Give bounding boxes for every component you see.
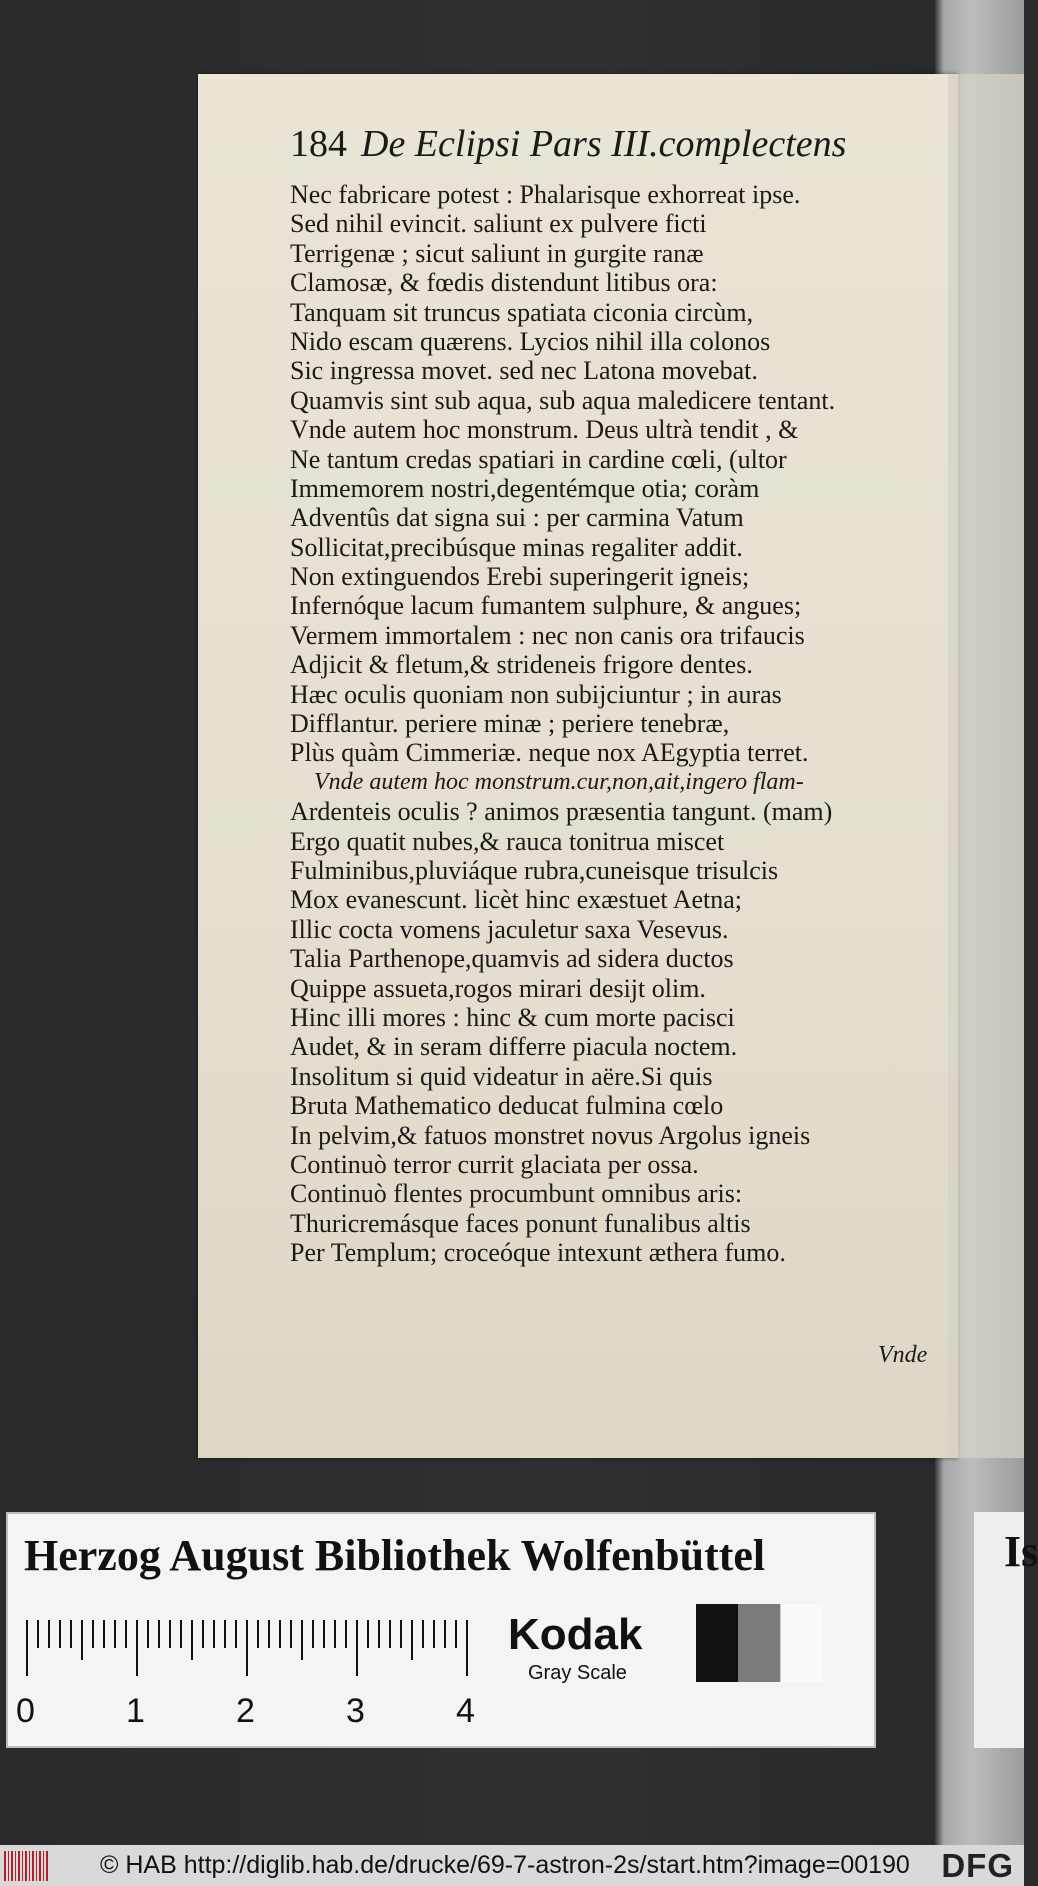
ruler-tick [191,1620,193,1660]
text-line: Bruta Mathematico deducat fulmina cœlo [290,1091,724,1121]
text-line: Quamvis sint sub aqua, sub aqua maledicere tentant. [290,385,836,415]
text-line: Vermem immortalem : nec non canis ora trifaucis [290,620,805,650]
copyright-text[interactable]: © HAB http://diglib.hab.de/drucke/69-7-astron-2s/start.htm?image=00190 [100,1851,910,1879]
running-head: De Eclipsi Pars III.complectens [361,123,847,165]
ruler-number: 0 [16,1692,35,1730]
text-line: Hinc illi mores : hinc & cum morte pacisci [290,1002,735,1032]
text-line: Sic ingressa movet. sed nec Latona movebat. [290,356,758,386]
text-line: Ergo quatit nubes,& rauca tonitrua miscet [290,826,725,856]
ruler-tick [224,1620,226,1648]
text-line: Hæc oculis quoniam non subijciuntur ; in auras [290,679,782,709]
text-line: Per Templum; croceóque intexunt æthera fumo. [290,1238,786,1268]
ruler-tick [400,1620,402,1648]
ruler-partial [974,1512,1038,1748]
ruler-tick [345,1620,347,1648]
ruler-tick [367,1620,369,1648]
ruler-tick [389,1620,391,1648]
ruler-tick [37,1620,39,1648]
text-line: Terrigenæ ; sicut saliunt in gurgite ranæ [290,238,704,268]
ruler-tick [455,1620,457,1648]
ruler-ticks [26,1620,496,1676]
text-line: Fulminibus,pluviáque rubra,cuneisque trisulcis [290,855,779,885]
facing-page-edge [948,74,1024,1458]
ruler-tick [26,1620,28,1676]
text-line: Talia Parthenope,quamvis ad sidera ductos [290,944,734,974]
text-line: Mox evanescunt. licèt hinc exæstuet Aetna; [290,885,742,915]
ruler-tick [422,1620,424,1648]
text-line: Vnde autem hoc monstrum. Deus ultrà tendit , & [290,415,799,445]
ruler-tick [59,1620,61,1648]
page-header [290,122,846,166]
ruler-tick [213,1620,215,1648]
text-line: Illic cocta vomens jaculetur saxa Vesevus. [290,914,729,944]
color-ruler [6,1512,876,1748]
text-line: Non extinguendos Erebi superingerit igneis; [290,562,750,592]
ruler-tick [158,1620,160,1648]
ruler-tick [70,1620,72,1648]
text-line: Insolitum si quid videatur in aëre.Si quis [290,1061,713,1091]
text-line: Adjicit & fletum,& strideneis frigore dentes. [290,650,753,680]
ruler-tick [279,1620,281,1648]
ruler-tick [312,1620,314,1648]
ruler-tick [103,1620,105,1648]
ruler-tick [202,1620,204,1648]
text-line: Sollicitat,precibúsque minas regaliter addit. [290,532,743,562]
text-line: In pelvim,& fatuos monstret novus Argolus igneis [290,1120,811,1150]
text-line: Infernóque lacum fumantem sulphure, & angues; [290,591,802,621]
catchword: Vnde [878,1342,928,1368]
ruler-partial-title: Is [1004,1527,1038,1576]
ruler-tick [169,1620,171,1648]
text-line: Plùs quàm Cimmeriæ. neque nox AEgyptia terret. [290,738,809,768]
text-line: Tanquam sit truncus spatiata ciconia circùm, [290,297,754,327]
text-line: Ardenteis oculis ? animos præsentia tangunt. (mam) [290,797,833,827]
ruler-number: 1 [126,1692,145,1730]
page-text [290,180,950,1267]
ruler-tick [180,1620,182,1648]
text-line: Thuricremásque faces ponunt funalibus altis [290,1208,751,1238]
gray-scale-label: Gray Scale [528,1662,627,1684]
text-line: Clamosæ, & fœdis distendunt litibus ora: [290,268,718,298]
ruler-tick [125,1620,127,1648]
text-line: Adventûs dat signa sui : per carmina Vatum [290,503,744,533]
kodak-logo: Kodak [508,1610,643,1659]
text-line: Sed nihil evincit. saliunt ex pulvere ficti [290,209,707,239]
ruler-tick [334,1620,336,1648]
text-line: Audet, & in seram differre piacula noctem. [290,1032,738,1062]
ruler-tick [356,1620,358,1676]
ruler-tick [378,1620,380,1648]
black-swatch [696,1604,738,1682]
dfg-logo: DFG [941,1847,1014,1884]
text-line: Nido escam quærens. Lycios nihil illa colonos [290,326,771,356]
book-page [198,74,958,1458]
text-line: Continuò flentes procumbunt omnibus aris: [290,1179,743,1209]
ruler-tick [290,1620,292,1648]
ruler-tick [301,1620,303,1660]
ruler-tick [48,1620,50,1648]
page-number: 184 [290,123,347,165]
text-line: Difflantur. periere minæ ; periere tenebræ, [290,709,730,739]
ruler-tick [444,1620,446,1648]
footer-bar [0,1845,1024,1886]
white-swatch [780,1604,823,1682]
ruler-tick [246,1620,248,1676]
ruler-tick [323,1620,325,1648]
text-line: Continuò terror currit glaciata per ossa. [290,1149,699,1179]
gray-swatch [738,1604,780,1682]
ruler-tick [257,1620,259,1648]
ruler-number: 2 [236,1692,255,1730]
ruler-tick [433,1620,435,1648]
ruler-tick [136,1620,138,1676]
ruler-tick [268,1620,270,1648]
ruler-tick [466,1620,468,1676]
text-line: Ne tantum credas spatiari in cardine cœli, (ultor [290,444,787,474]
ruler-number: 4 [456,1692,475,1730]
ruler-tick [114,1620,116,1648]
text-line: Vnde autem hoc monstrum.cur,non,ait,ingero flam- [314,768,804,795]
ruler-tick [147,1620,149,1648]
barcode-icon [4,1851,48,1881]
ruler-tick [235,1620,237,1648]
text-line: Quippe assueta,rogos mirari desijt olim. [290,973,706,1003]
text-line: Nec fabricare potest : Phalarisque exhorreat ipse. [290,180,801,209]
ruler-number: 3 [346,1692,365,1730]
ruler-title: Herzog August Bibliothek Wolfenbüttel [24,1531,766,1580]
ruler-tick [81,1620,83,1660]
text-line: Immemorem nostri,degentémque otia; coràm [290,473,760,503]
ruler-tick [92,1620,94,1648]
ruler-tick [411,1620,413,1660]
